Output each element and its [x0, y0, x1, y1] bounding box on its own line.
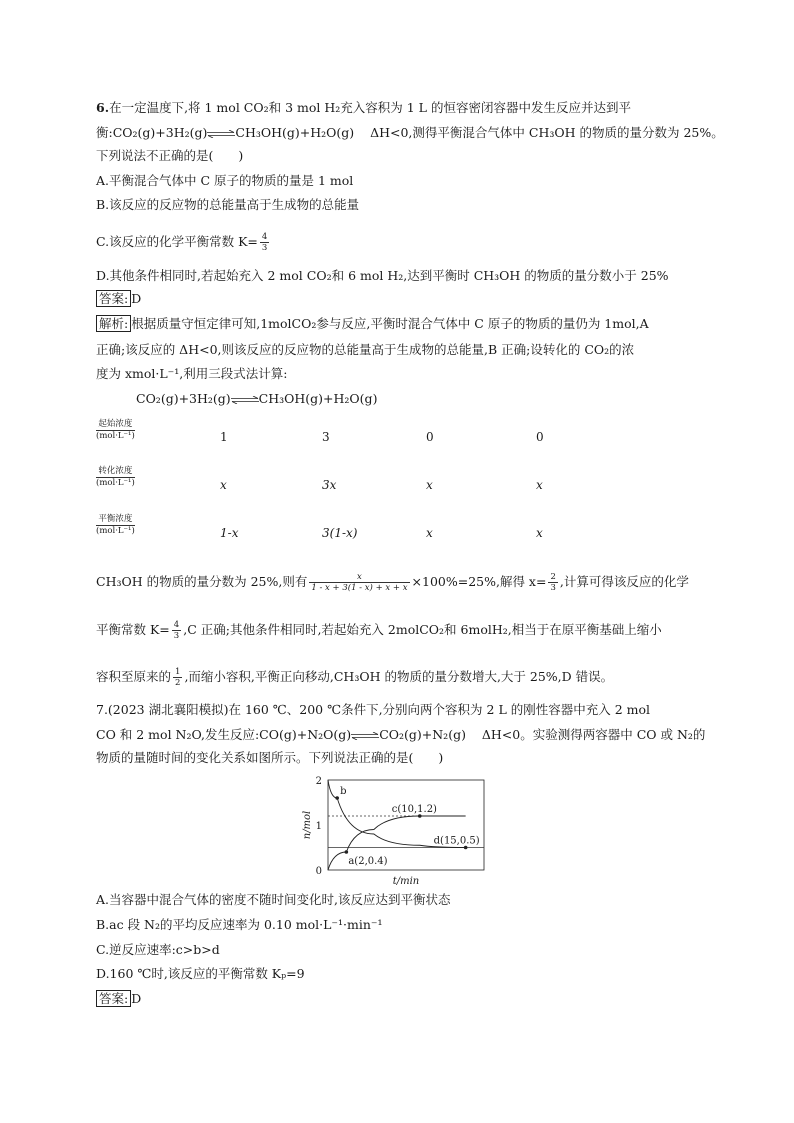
fraction: $\frac{4}{3}$	[261, 232, 268, 253]
q6-answer: 答案: D	[96, 291, 141, 307]
answer-tag: 答案:	[96, 290, 131, 307]
table-cell: 0	[536, 430, 544, 444]
q6-calc-line2: 平衡常数 K= $\frac{4}{3}$ ,C 正确;其他条件相同时,若起始充入 2molCO₂和 6molH₂,相当于在原平衡基础上缩小	[96, 620, 662, 641]
data-point	[345, 850, 349, 854]
table-cell: 3x	[322, 478, 337, 492]
data-point-label: a(2,0.4)	[348, 856, 388, 867]
table-row-label: 转化浓度 (mol·L⁻¹)	[96, 466, 135, 488]
analysis-tag: 解析:	[96, 315, 131, 332]
table-cell: x	[220, 478, 227, 492]
q6-option-a: A.平衡混合气体中 C 原子的物质的量是 1 mol	[96, 173, 354, 188]
q7-stem-line1: 7.(2023 湖北襄阳模拟)在 160 ℃、200 ℃条件下,分别向两个容积为 2 L 的刚性容器中充入 2 mol	[96, 702, 650, 717]
data-point-label: b	[340, 786, 347, 797]
q7-stem-line3: 物质的量随时间的变化关系如图所示。下列说法正确的是( )	[96, 750, 444, 765]
q7-option-c: C.逆反应速率:c>b>d	[96, 942, 220, 957]
table-cell: x	[426, 478, 433, 492]
table-cell: 1	[220, 430, 228, 444]
equilibrium-arrow-icon	[207, 130, 235, 138]
q6-stem-line1: 6.在一定温度下,将 1 mol CO₂和 3 mol H₂充入容积为 1 L 的恒容密闭容器中发生反应并达到平	[96, 100, 631, 115]
y-tick-label: 0	[315, 866, 322, 877]
fraction: $\frac{1}{2}$	[175, 667, 181, 688]
q6-stem-text: 在一定温度下,将 1 mol CO₂和 3 mol H₂充入容积为 1 L 的恒容密闭容器中发生反应并达到平	[109, 100, 631, 115]
q7-answer: 答案: D	[96, 991, 141, 1007]
fraction: $\frac{2}{3}$	[550, 572, 556, 593]
data-point-label: c(10,1.2)	[391, 804, 437, 815]
answer-tag: 答案:	[96, 990, 131, 1007]
q6-stem-line3: 下列说法不正确的是( )	[96, 148, 244, 163]
y-axis-label: n/mol	[302, 810, 313, 840]
table-cell: 3(1-x)	[322, 526, 358, 540]
q6-option-d: D.其他条件相同时,若起始充入 2 mol CO₂和 6 mol H₂,达到平衡时 CH₃OH 的物质的量分数小于 25%	[96, 268, 669, 283]
q7-option-b: B.ac 段 N₂的平均反应速率为 0.10 mol·L⁻¹·min⁻¹	[96, 917, 383, 932]
fraction: $\frac{x}{1 - x + 3(1 - x) + x + x}$	[311, 572, 408, 593]
q6-option-c: C.该反应的化学平衡常数 K= $\frac{4}{3}$	[96, 232, 268, 253]
equilibrium-arrow-icon	[351, 732, 379, 740]
table-cell: x	[536, 526, 543, 540]
q6-option-b: B.该反应的反应物的总能量高于生成物的总能量	[96, 197, 360, 212]
table-cell: 1-x	[220, 526, 239, 540]
q6-stem-line2: 衡:CO₂(g)+3H₂(g) CH₃OH(g)+H₂O(g) ΔH<0,测得平衡混合气体中 CH₃OH 的物质的量分数为 25%。	[96, 125, 724, 140]
fraction: $\frac{4}{3}$	[173, 620, 180, 641]
table-cell: x	[426, 526, 433, 540]
x-axis-label: t/min	[392, 876, 420, 887]
q7-option-a: A.当容器中混合气体的密度不随时间变化时,该反应达到平衡状态	[96, 892, 451, 907]
table-cell: x	[536, 478, 543, 492]
y-tick-label: 1	[315, 821, 322, 832]
data-point-label: d(15,0.5)	[433, 835, 480, 847]
table-row-label: 平衡浓度 (mol·L⁻¹)	[96, 514, 135, 536]
table-row-label: 起始浓度 (mol·L⁻¹)	[96, 419, 135, 441]
chart	[300, 768, 500, 888]
q6-analysis-line1: 解析: 根据质量守恒定律可知,1molCO₂参与反应,平衡时混合气体中 C 原子的物质的量仍为 1mol,A	[96, 316, 649, 332]
q6-analysis-line2: 正确;该反应的 ΔH<0,则该反应的反应物的总能量高于生成物的总能量,B 正确;设转化的 CO₂的浓	[96, 342, 635, 357]
y-tick-label: 2	[315, 776, 322, 787]
equilibrium-arrow-icon	[231, 396, 259, 404]
q7-option-d: D.160 ℃时,该反应的平衡常数 Kₚ=9	[96, 966, 305, 981]
data-point	[335, 796, 339, 800]
q7-stem-line2: CO 和 2 mol N₂O,发生反应:CO(g)+N₂O(g) CO₂(g)+N₂(g) ΔH<0。实验测得两容器中 CO 或 N₂的	[96, 727, 706, 742]
q6-analysis-line3: 度为 xmol·L⁻¹,利用三段式法计算:	[96, 366, 288, 381]
table-cell: 0	[426, 430, 434, 444]
q6-calc-line1: CH₃OH 的物质的量分数为 25%,则有 $\frac{x}{1 - x + 3(1 - x) + x + x}$ ×100%=25%,解得 x= $\frac{2}{3}$ ,计算可得该反应的化学	[96, 572, 689, 593]
q6-equation: CO₂(g)+3H₂(g) CH₃OH(g)+H₂O(g)	[136, 391, 378, 406]
table-cell: 3	[322, 430, 330, 444]
q6-calc-line3: 容积至原来的 $\frac{1}{2}$ ,而缩小容积,平衡正向移动,CH₃OH 的物质的量分数增大,大于 25%,D 错误。	[96, 667, 614, 688]
